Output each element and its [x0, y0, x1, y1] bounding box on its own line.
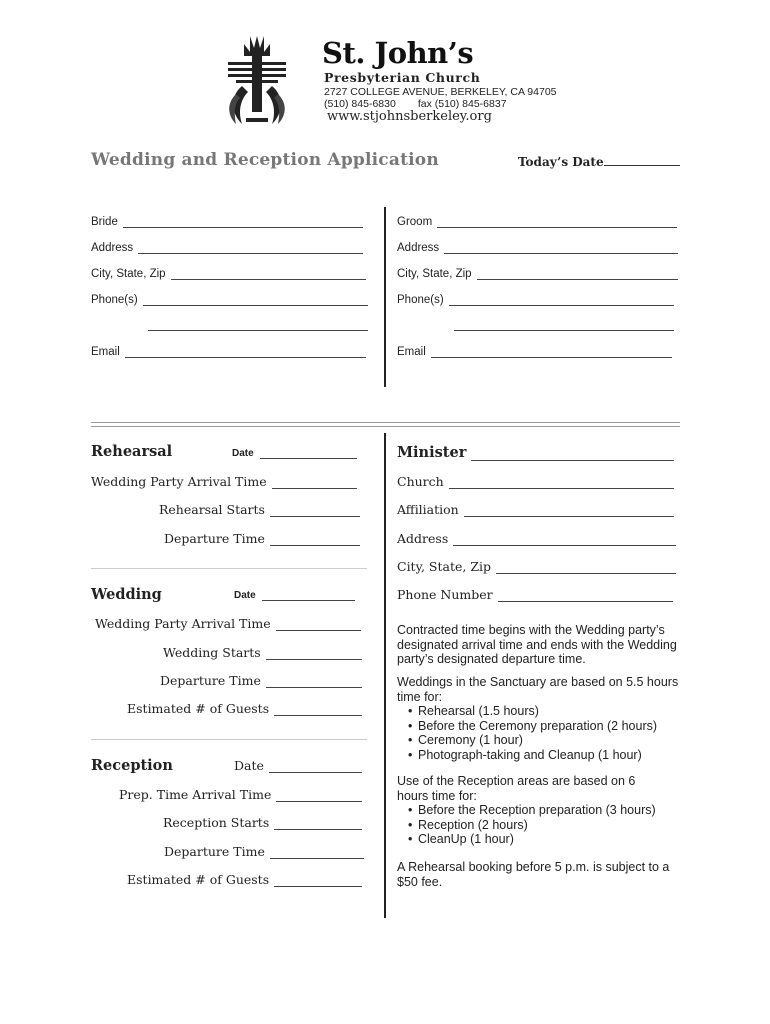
groom-phone-line[interactable]	[449, 295, 674, 306]
minister-affiliation-field[interactable]	[397, 502, 674, 517]
form-title: Wedding and Reception Application	[91, 150, 439, 170]
sanctuary-note	[397, 675, 682, 762]
list-item: • Ceremony (1 hour)	[408, 733, 682, 748]
minister-city-line[interactable]	[496, 563, 676, 574]
minister-phone-label: Phone Number	[397, 587, 493, 602]
groom-city-line[interactable]	[477, 269, 678, 280]
list-item: • Photograph-taking and Cleanup (1 hour)	[408, 748, 682, 763]
minister-city-label: City, State, Zip	[397, 559, 492, 574]
couple-divider	[384, 207, 386, 387]
reception-departure-line[interactable]	[270, 848, 364, 859]
wedding-starts-field[interactable]	[163, 645, 362, 660]
reception-guests-line[interactable]	[274, 876, 362, 887]
church-logo	[222, 34, 292, 126]
groom-email-label: Email	[397, 346, 426, 358]
reception-starts-field[interactable]	[163, 815, 362, 830]
wedding-departure-field[interactable]	[160, 673, 362, 688]
rehearsal-starts-label: Rehearsal Starts	[159, 502, 265, 517]
bride-city-line[interactable]	[171, 269, 366, 280]
rehearsal-title: Rehearsal	[91, 443, 173, 460]
minister-address-line[interactable]	[453, 535, 676, 546]
reception-prep-line[interactable]	[276, 791, 362, 802]
list-item: • Reception (2 hours)	[408, 818, 667, 833]
groom-phone2-line[interactable]	[454, 330, 674, 331]
wedding-starts-line[interactable]	[266, 649, 362, 660]
groom-label: Groom	[397, 216, 433, 228]
rehearsal-date-line[interactable]	[260, 449, 357, 459]
minister-affiliation-label: Affiliation	[397, 502, 459, 517]
reception-intro: Use of the Reception areas are based on 6 hours time for:	[397, 774, 636, 803]
wedding-departure-label: Departure Time	[160, 673, 261, 688]
bride-city-field[interactable]	[91, 268, 366, 280]
groom-address-label: Address	[397, 242, 440, 254]
minister-phone-line[interactable]	[498, 591, 673, 602]
bride-phone-label: Phone(s)	[91, 294, 138, 306]
reception-guests-field[interactable]	[127, 872, 362, 887]
reception-prep-label: Prep. Time Arrival Time	[119, 787, 272, 802]
wedding-arrival-label: Wedding Party Arrival Time	[95, 616, 271, 631]
bride-phone-field[interactable]	[91, 294, 368, 306]
reception-starts-label: Reception Starts	[163, 815, 270, 830]
reception-title: Reception	[91, 757, 173, 774]
wedding-guests-label: Estimated # of Guests	[127, 701, 270, 716]
wedding-separator	[91, 739, 367, 740]
rehearsal-starts-field[interactable]	[159, 502, 360, 517]
reception-date-label: Date	[234, 758, 264, 773]
minister-line[interactable]	[471, 450, 674, 461]
rehearsal-starts-line[interactable]	[270, 506, 360, 517]
todays-date-line[interactable]	[604, 154, 680, 166]
groom-field[interactable]	[397, 216, 677, 228]
bride-city-label: City, State, Zip	[91, 268, 166, 280]
list-item: • Rehearsal (1.5 hours)	[408, 704, 682, 719]
bride-address-label: Address	[91, 242, 134, 254]
reception-prep-field[interactable]	[119, 787, 362, 802]
section-divider	[91, 422, 680, 427]
wedding-title: Wedding	[91, 586, 162, 603]
church-name: St. John’s	[322, 36, 474, 70]
reception-note	[397, 774, 667, 847]
rehearsal-arrival-label: Wedding Party Arrival Time	[91, 474, 267, 489]
rehearsal-date-label: Date	[232, 448, 254, 459]
minister-affiliation-line[interactable]	[464, 506, 674, 517]
groom-city-field[interactable]	[397, 268, 678, 280]
minister-address-field[interactable]	[397, 531, 676, 546]
bride-email-line[interactable]	[125, 347, 366, 358]
groom-phone-field[interactable]	[397, 294, 674, 306]
todays-date-label: Today’s Date	[518, 155, 604, 169]
church-address: 2727 COLLEGE AVENUE, BERKELEY, CA 94705	[324, 86, 557, 98]
church-fax: fax (510) 845-6837	[417, 98, 507, 110]
groom-email-line[interactable]	[431, 347, 672, 358]
contracted-time-note: Contracted time begins with the Wedding party’s designated arrival time and ends with the Wedding party’s designated departure time.	[397, 623, 677, 666]
reception-date-field[interactable]	[234, 758, 362, 773]
reception-list	[397, 803, 667, 847]
wedding-date-label: Date	[234, 590, 256, 601]
sanctuary-intro: Weddings in the Sanctuary are based on 5.5 hours time for:	[397, 675, 679, 704]
minister-title: Minister	[397, 444, 467, 461]
groom-address-line[interactable]	[444, 243, 678, 254]
wedding-guests-field[interactable]	[127, 701, 362, 716]
minister-phone-field[interactable]	[397, 587, 673, 602]
groom-email-field[interactable]	[397, 346, 672, 358]
groom-city-label: City, State, Zip	[397, 268, 472, 280]
wedding-guests-line[interactable]	[274, 705, 362, 716]
rehearsal-fee-note: A Rehearsal booking before 5 p.m. is subject to a $50 fee.	[397, 860, 670, 889]
minister-city-field[interactable]	[397, 559, 676, 574]
events-divider	[384, 433, 386, 918]
minister-church-line[interactable]	[449, 478, 674, 489]
todays-date-field[interactable]	[518, 154, 680, 169]
minister-field[interactable]	[397, 444, 674, 461]
bride-phone-line[interactable]	[143, 295, 368, 306]
bride-email-label: Email	[91, 346, 120, 358]
reception-departure-label: Departure Time	[164, 844, 265, 859]
wedding-departure-line[interactable]	[266, 677, 362, 688]
bride-email-field[interactable]	[91, 346, 366, 358]
rehearsal-departure-label: Departure Time	[164, 531, 265, 546]
groom-address-field[interactable]	[397, 242, 678, 254]
rehearsal-departure-field[interactable]	[164, 531, 360, 546]
reception-starts-line[interactable]	[274, 819, 362, 830]
groom-phone-label: Phone(s)	[397, 294, 444, 306]
wedding-date-field[interactable]	[234, 590, 355, 601]
list-item: • Before the Ceremony preparation (2 hours)	[408, 719, 682, 734]
minister-address-label: Address	[397, 531, 449, 546]
rehearsal-arrival-field[interactable]	[91, 474, 357, 489]
rehearsal-arrival-line[interactable]	[272, 478, 357, 489]
list-item: • CleanUp (1 hour)	[408, 832, 667, 847]
bride-line[interactable]	[123, 217, 363, 228]
church-subtitle: Presbyterian Church	[324, 70, 481, 85]
reception-date-line[interactable]	[269, 762, 362, 773]
wedding-date-line[interactable]	[262, 591, 355, 601]
bride-address-field[interactable]	[91, 242, 363, 254]
wedding-starts-label: Wedding Starts	[163, 645, 261, 660]
rehearsal-separator	[91, 568, 367, 569]
sanctuary-list	[397, 704, 682, 762]
bride-phone2-line[interactable]	[148, 330, 368, 331]
groom-line[interactable]	[437, 217, 677, 228]
wedding-arrival-field[interactable]	[95, 616, 361, 631]
bride-label: Bride	[91, 216, 118, 228]
reception-guests-label: Estimated # of Guests	[127, 872, 270, 887]
minister-church-label: Church	[397, 474, 444, 489]
rehearsal-departure-line[interactable]	[270, 535, 360, 546]
minister-church-field[interactable]	[397, 474, 674, 489]
list-item: • Before the Reception preparation (3 hours)	[408, 803, 667, 818]
bride-address-line[interactable]	[138, 243, 363, 254]
rehearsal-date-field[interactable]	[232, 448, 357, 459]
reception-departure-field[interactable]	[164, 844, 364, 859]
bride-field[interactable]	[91, 216, 363, 228]
church-phone: (510) 845-6830	[324, 98, 396, 110]
wedding-arrival-line[interactable]	[276, 620, 361, 631]
church-website: www.stjohnsberkeley.org	[327, 109, 492, 124]
